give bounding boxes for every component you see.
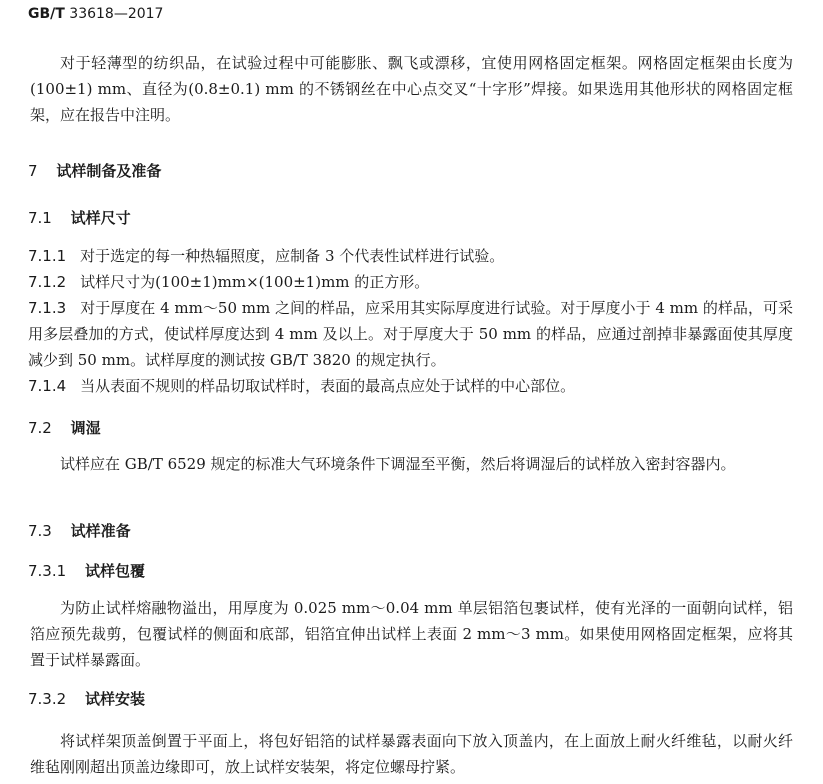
section-7-1-heading <box>28 207 131 228</box>
section-number: 7.3.2 <box>28 690 67 708</box>
section-7-heading <box>28 160 161 181</box>
section-7-2-body <box>0 451 823 477</box>
section-paragraph: 为防止试样熔融物溢出，用厚度为 0.025 mm～0.04 mm 单层铝箔包裹试样，使有光泽的一面朝向试样，铝箔应预先裁剪，包覆试样的侧面和底部，铝箔宜伸出试样上表面 2 mm～3 mm。如果使用网格固定框架，应将其置于试样暴露面。 <box>30 599 793 669</box>
section-title: 试样制备及准备 <box>56 162 162 180</box>
intro-block <box>0 50 823 128</box>
clause-7-1-2 <box>28 269 793 295</box>
section-title: 试样包覆 <box>84 562 145 580</box>
section-7-3-heading <box>28 520 131 541</box>
clause-number: 7.1.2 <box>28 273 67 291</box>
section-number: 7.1 <box>28 209 52 227</box>
clause-7-1-1 <box>28 243 793 269</box>
section-7-3-1-body <box>0 595 823 673</box>
clause-number: 7.1.3 <box>28 299 67 317</box>
section-number: 7.2 <box>28 419 52 437</box>
section-7-3-1-heading <box>28 560 145 581</box>
section-number: 7 <box>28 162 38 180</box>
section-number: 7.3.1 <box>28 562 67 580</box>
clause-number: 7.1.1 <box>28 247 67 265</box>
standard-prefix: GB/T <box>28 6 65 22</box>
standard-number: 33618—2017 <box>69 6 164 22</box>
section-7-3-2-heading <box>28 688 145 709</box>
clause-text: 对于厚度在 4 mm～50 mm 之间的样品，应采用其实际厚度进行试验。对于厚度小于 4 mm 的样品，可采用多层叠加的方式，使试样厚度达到 4 mm 及以上。对于厚度大于 50 mm 的样品，应通过剖掉非暴露面使其厚度减少到 50 mm。试样厚度的测试按 GB/T 3820 的规定执行。 <box>28 299 793 369</box>
clause-text: 对于选定的每一种热辐照度，应制备 3 个代表性试样进行试验。 <box>80 247 505 265</box>
clause-text: 试样尺寸为(100±1)mm×(100±1)mm 的正方形。 <box>80 273 430 291</box>
clause-number: 7.1.4 <box>28 377 67 395</box>
section-paragraph: 试样应在 GB/T 6529 规定的标准大气环境条件下调湿至平衡，然后将调湿后的试样放入密封容器内。 <box>60 455 736 473</box>
intro-paragraph: 对于轻薄型的纺织品，在试验过程中可能膨胀、飘飞或漂移，宜使用网格固定框架。网格固定框架由长度为(100±1) mm、直径为(0.8±0.1) mm 的不锈钢丝在中心点交叉“十字形”焊接。如果选用其他形状的网格固定框架，应在报告中注明。 <box>30 54 793 124</box>
section-paragraph: 将试样架顶盖倒置于平面上，将包好铝箔的试样暴露表面向下放入顶盖内，在上面放上耐火纤维毡，以耐火纤维毡刚刚超出顶盖边缘即可，放上试样安装架，将定位螺母拧紧。 <box>30 732 793 776</box>
standard-header <box>28 6 163 22</box>
section-7-2-heading <box>28 417 101 438</box>
section-number: 7.3 <box>28 522 52 540</box>
section-title: 调湿 <box>70 419 101 437</box>
section-7-3-2-body <box>0 728 823 780</box>
section-title: 试样尺寸 <box>70 209 131 227</box>
clause-7-1-3 <box>28 295 793 373</box>
clause-text: 当从表面不规则的样品切取试样时，表面的最高点应处于试样的中心部位。 <box>80 377 576 395</box>
clause-7-1-4 <box>28 373 793 399</box>
section-title: 试样安装 <box>84 690 145 708</box>
section-title: 试样准备 <box>70 522 131 540</box>
